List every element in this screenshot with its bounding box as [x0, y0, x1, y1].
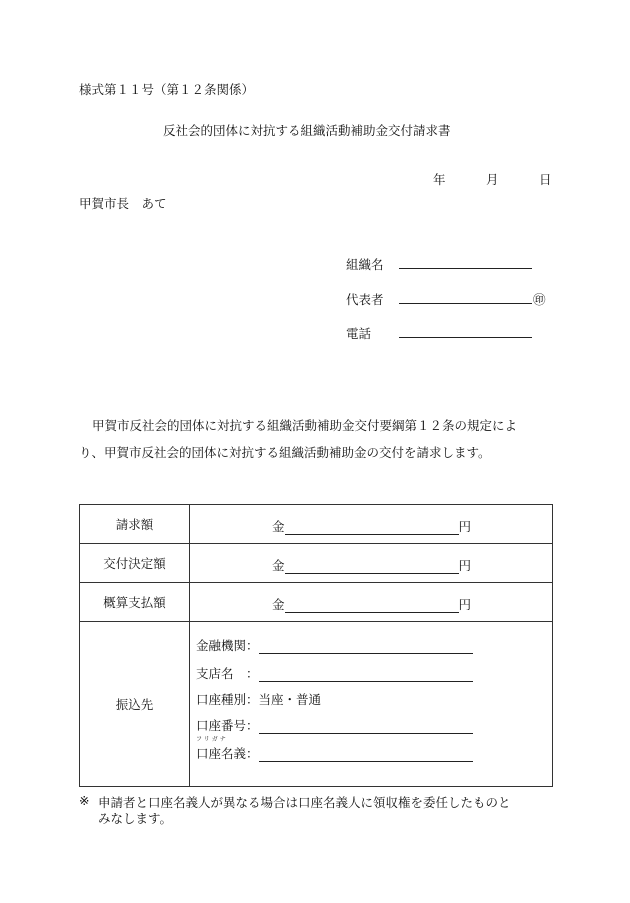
note-mark: ※ [79, 793, 90, 808]
phone-field[interactable] [399, 337, 532, 338]
request-amount-field[interactable] [285, 520, 459, 535]
addressee: 甲賀市長 あて [79, 196, 167, 211]
request-amount-label: 請求額 [80, 505, 190, 544]
request-amount-cell [190, 505, 553, 544]
amount-suffix: 円 [458, 519, 472, 534]
date-month: 月 [486, 172, 499, 187]
request-table [79, 504, 553, 787]
amount-prefix: 金 [272, 519, 285, 534]
rep-name-field[interactable] [399, 303, 532, 304]
note-line-2: みなします。 [98, 811, 173, 826]
amount-suffix: 円 [458, 597, 472, 612]
bank-label: 金融機関： [196, 638, 259, 653]
note-line-1: 申請者と口座名義人が異なる場合は口座名義人に領収権を委任したものと [98, 795, 511, 810]
phone-label: 電話 [346, 326, 372, 341]
account-number-label: 口座番号： [196, 718, 259, 733]
page-title: 反社会的団体に対抗する組織活動補助金交付請求書 [163, 123, 451, 138]
bank-field[interactable] [259, 639, 473, 654]
estimated-amount-label: 概算支払額 [80, 583, 190, 622]
decided-amount-cell [190, 544, 553, 583]
account-name-label: 口座名義： [196, 746, 259, 761]
transfer-label: 振込先 [80, 622, 190, 787]
amount-suffix: 円 [458, 558, 472, 573]
rep-label: 代表者 [346, 292, 384, 307]
form-number: 様式第１１号（第１２条関係） [79, 82, 255, 97]
amount-prefix: 金 [272, 558, 285, 573]
org-name-field[interactable] [399, 268, 532, 269]
table-row [80, 622, 553, 787]
date-day: 日 [539, 172, 552, 187]
branch-label: 支店名 ： [196, 666, 259, 681]
branch-field[interactable] [259, 667, 473, 682]
body-text-line-1: 甲賀市反社会的団体に対抗する組織活動補助金交付要綱第１２条の規定によ [92, 418, 518, 433]
decided-amount-field[interactable] [285, 559, 459, 574]
table-row [80, 583, 553, 622]
org-label: 組織名 [346, 257, 384, 272]
table-row [80, 544, 553, 583]
account-number-field[interactable] [259, 719, 473, 734]
body-text-line-2: り、甲賀市反社会的団体に対抗する組織活動補助金の交付を請求します。 [79, 445, 491, 460]
furigana-label: フリガナ [196, 736, 228, 743]
account-name-field[interactable] [259, 747, 473, 762]
account-type-label: 口座種別：当座・普通 [196, 692, 322, 707]
date-year: 年 [433, 172, 446, 187]
transfer-cell [190, 622, 553, 787]
amount-prefix: 金 [272, 597, 285, 612]
estimated-amount-cell [190, 583, 553, 622]
seal-mark: ㊞ [533, 292, 546, 307]
estimated-amount-field[interactable] [285, 598, 459, 613]
table-row [80, 505, 553, 544]
decided-amount-label: 交付決定額 [80, 544, 190, 583]
